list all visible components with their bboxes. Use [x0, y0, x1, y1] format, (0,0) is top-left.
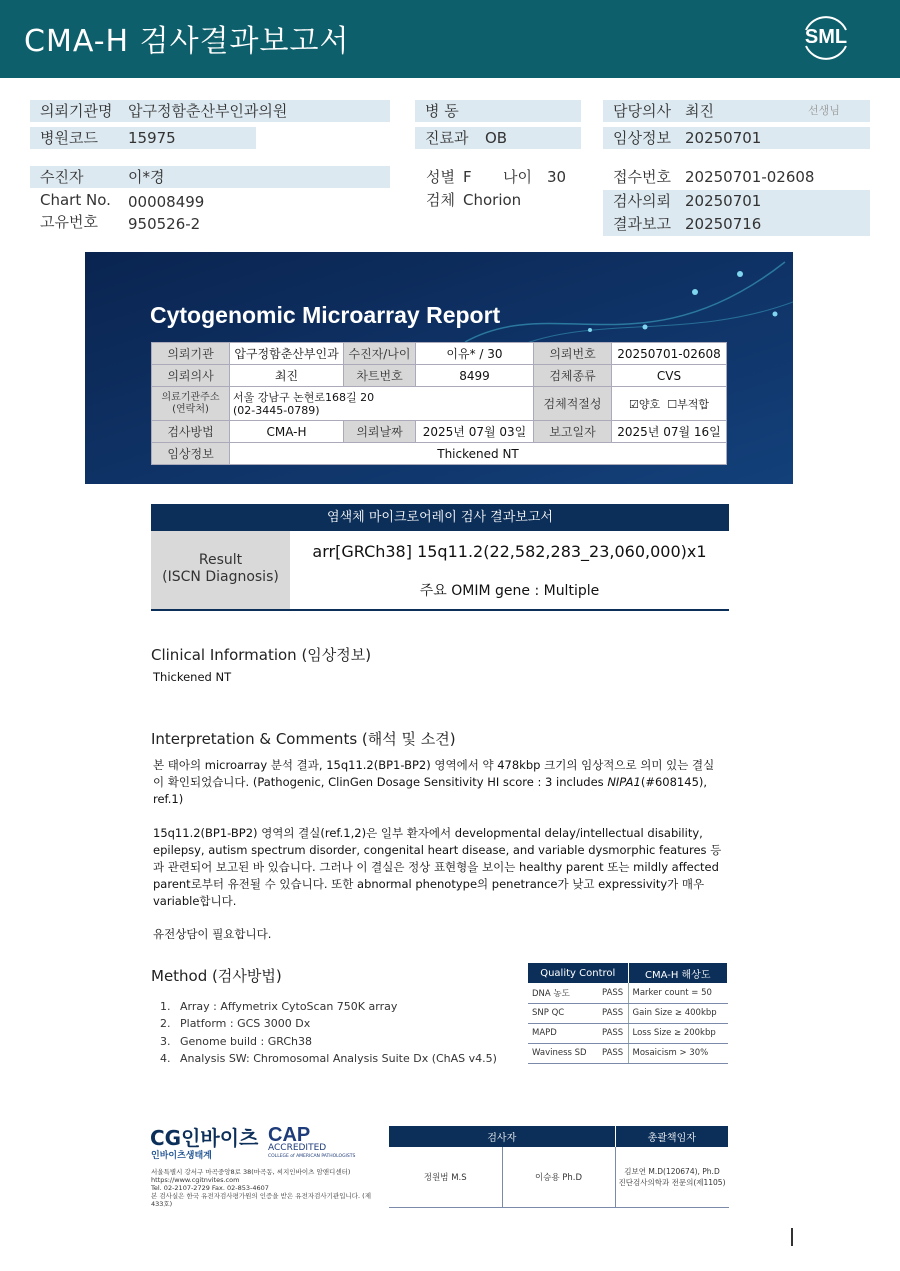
sex-value: F [463, 168, 472, 186]
footer-address: 서울특별시 강서구 마곡중앙8로 38(마곡동, 씨지인바이츠 암앤디센터) https://www.cgitnvites.com Tel. 02-2107-2729 Fax. 02-853-4607 본 검사실은 한국 유전자검사평가원의 인증을 받은 유전자검사기관입니다. (제433호) [151, 1168, 371, 1208]
omim-gene: 주요 OMIM gene : Multiple [419, 583, 600, 599]
specimen-label: 검체 [426, 191, 455, 209]
report-value: 20250716 [685, 215, 762, 233]
brand-logo: CG인바이츠 [150, 1126, 259, 1150]
cell: 8499 [416, 365, 534, 387]
signature-table [389, 1126, 729, 1208]
result-divider [151, 609, 729, 611]
method-list [160, 998, 497, 1067]
ward-field [415, 100, 581, 122]
clinical-info-value: 20250701 [685, 129, 762, 147]
clinical-text: Thickened NT [153, 670, 232, 684]
sml-logo [800, 12, 852, 64]
cell: CMA-H [230, 421, 344, 443]
examiner-header: 검사자 [389, 1126, 615, 1147]
report-label: 결과보고 [613, 215, 671, 233]
patient-label: 수진자 [40, 168, 84, 186]
empty-box-icon: ☐ [667, 397, 678, 411]
clinical-info-field [603, 127, 870, 149]
sex-label: 성별 [426, 168, 455, 186]
clinical-title: Clinical Information (임상정보) [151, 646, 372, 664]
p1-text-b: (#608145), ref.1) [153, 775, 708, 806]
signature-row [389, 1147, 729, 1207]
list-item: 2. Platform : GCS 3000 Dx [160, 1017, 311, 1031]
unique-id-label: 고유번호 [40, 213, 98, 231]
cell: 검체적절성 [534, 387, 612, 421]
interpretation-p1 [153, 757, 723, 808]
logo-text: SML [804, 26, 848, 48]
unique-id-value: 950526-2 [128, 215, 201, 233]
receipt-value: 20250701-02608 [685, 168, 815, 186]
signature-2: 이승용 Ph.D [502, 1147, 615, 1207]
result-header: 염색체 마이크로어레이 검사 결과보고서 [151, 504, 729, 531]
banner-title: Cytogenomic Microarray Report [150, 302, 501, 328]
request-report-field [603, 190, 870, 236]
department-value: OB [485, 129, 508, 147]
signature-3: 김보연 M.D(120674), Ph.D 진단검사의학과 전문의(제1105) [615, 1147, 729, 1207]
table-row: Waviness SD PASS Mosaicism > 30% [528, 1043, 728, 1063]
doctor-value: 최진 [685, 102, 714, 120]
clinical-info-label: 임상정보 [613, 129, 671, 147]
receipt-label: 접수번호 [613, 168, 671, 186]
cell: 차트번호 [344, 365, 416, 387]
ward-label: 병 동 [425, 102, 459, 120]
cell: 수진자/나이 [344, 343, 416, 365]
iscn-result: arr[GRCh38] 15q11.2(22,582,283_23,060,000)x1 [312, 542, 707, 561]
interpretation-p2: 15q11.2(BP1-BP2) 영역의 결실(ref.1,2)은 일부 환자에서 developmental delay/intellectual disability, epilepsy, autism spectrum disorder, congenital heart disease, and variable dysmorphic features 등과 관련되어 보고된 바 있습니다. 그러나 이 결실은 정상 표현형을 보이는 healthy parent 또는 mildly affected parent로부터 유전될 수 있습니다. 또한 abnormal phenotype의 penetrance가 낮고 expressivity가 매우 variable합니다. [153, 826, 722, 908]
hospital-code-field [30, 127, 256, 149]
age-value: 30 [547, 168, 567, 186]
page-mark [791, 1228, 793, 1246]
address-cell: 서울 강남구 논현로168길 20 (02-3445-0789) [230, 387, 534, 421]
cell: 검체종류 [534, 365, 612, 387]
cell: 이유* / 30 [416, 343, 534, 365]
cell: 압구정함춘산부인과 [230, 343, 344, 365]
banner-info-table [151, 342, 727, 465]
banner-row [152, 443, 727, 465]
list-item: 1. Array : Affymetrix CytoScan 750K array [160, 1000, 398, 1013]
banner-row [152, 387, 727, 421]
banner-row [152, 365, 727, 387]
checked-box-icon: ☑ [629, 397, 639, 411]
cell: 임상정보 [152, 443, 230, 465]
cap-subtitle: COLLEGE of AMERICAN PATHOLOGISTS [268, 1154, 356, 1159]
cell: Thickened NT [230, 443, 727, 465]
cell: 의뢰기관 [152, 343, 230, 365]
doctor-label: 담당의사 [613, 102, 671, 120]
cell: 2025년 07월 16일 [612, 421, 727, 443]
specimen-value: Chorion [463, 191, 522, 209]
department-label: 진료과 [425, 129, 469, 147]
cell: 20250701-02608 [612, 343, 727, 365]
qc-header: Quality Control [528, 963, 628, 983]
table-row: MAPD PASS Loss Size ≥ 200kbp [528, 1023, 728, 1043]
hospital-code-value: 15975 [128, 129, 176, 147]
signature-1: 정원범 M.S [389, 1147, 502, 1207]
p1-text-a: 본 태아의 microarray 분석 결과, 15q11.2(BP1-BP2) 영역에서 약 478kbp 크기의 임상적으로 의미 있는 결실이 확인되었습니다. (Pathogenic, ClinGen Dosage Sensitivity HI score : 3 includes [153, 758, 715, 789]
patient-value: 이*경 [128, 168, 165, 186]
cell: CVS [612, 365, 727, 387]
gene-name: NIPA1 [607, 775, 641, 789]
institution-label: 의뢰기관명 [40, 102, 113, 120]
cell: 검사방법 [152, 421, 230, 443]
cell: 최진 [230, 365, 344, 387]
adequacy-ok: 양호 [638, 397, 661, 411]
cell: 의뢰번호 [534, 343, 612, 365]
doctor-suffix: 선생님 [808, 104, 840, 117]
department-field [415, 127, 581, 149]
request-label: 검사의뢰 [613, 192, 671, 210]
cell: 보고일자 [534, 421, 612, 443]
receipt-field [603, 166, 870, 188]
cap-logo: CAP [268, 1124, 311, 1146]
qc-table [528, 963, 728, 1064]
brand-subtitle: 인바이츠생태계 [151, 1151, 212, 1161]
institution-value: 압구정함춘산부인과의원 [128, 102, 288, 120]
director-header: 총괄책임자 [615, 1126, 729, 1147]
chart-no-label: Chart No. [40, 191, 111, 209]
institution-field [30, 100, 390, 122]
report-header [0, 0, 900, 78]
table-row: DNA 농도 PASS Marker count = 50 [528, 983, 728, 1003]
request-value: 20250701 [685, 192, 762, 210]
adequacy-ng: 부적합 [677, 397, 709, 411]
adequacy-cell [612, 387, 727, 421]
patient-field [30, 166, 390, 188]
chart-no-value: 00008499 [128, 193, 205, 211]
cell: 의료기관주소 (연락처) [152, 387, 230, 421]
cell: 의뢰날짜 [344, 421, 416, 443]
interpretation-p3: 유전상담이 필요합니다. [153, 927, 272, 941]
age-label: 나이 [503, 168, 532, 186]
list-item: 3. Genome build : GRCh38 [160, 1034, 312, 1048]
method-title: Method (검사방법) [151, 967, 282, 985]
result-label: Result (ISCN Diagnosis) [151, 531, 290, 609]
page-title: CMA-H 검사결과보고서 [24, 24, 350, 59]
cell: 2025년 07월 03일 [416, 421, 534, 443]
report-banner [85, 252, 793, 484]
hospital-code-label: 병원코드 [40, 129, 98, 147]
doctor-field [603, 100, 870, 122]
cap-accredited: ACCREDITED [268, 1143, 327, 1153]
banner-row [152, 421, 727, 443]
list-item: 4. Analysis SW: Chromosomal Analysis Suite Dx (ChAS v4.5) [160, 1051, 497, 1065]
cell: 의뢰의사 [152, 365, 230, 387]
banner-row [152, 343, 727, 365]
interpretation-title: Interpretation & Comments (해석 및 소견) [151, 730, 456, 748]
resolution-header: CMA-H 해상도 [628, 963, 728, 983]
table-row: SNP QC PASS Gain Size ≥ 400kbp [528, 1003, 728, 1023]
